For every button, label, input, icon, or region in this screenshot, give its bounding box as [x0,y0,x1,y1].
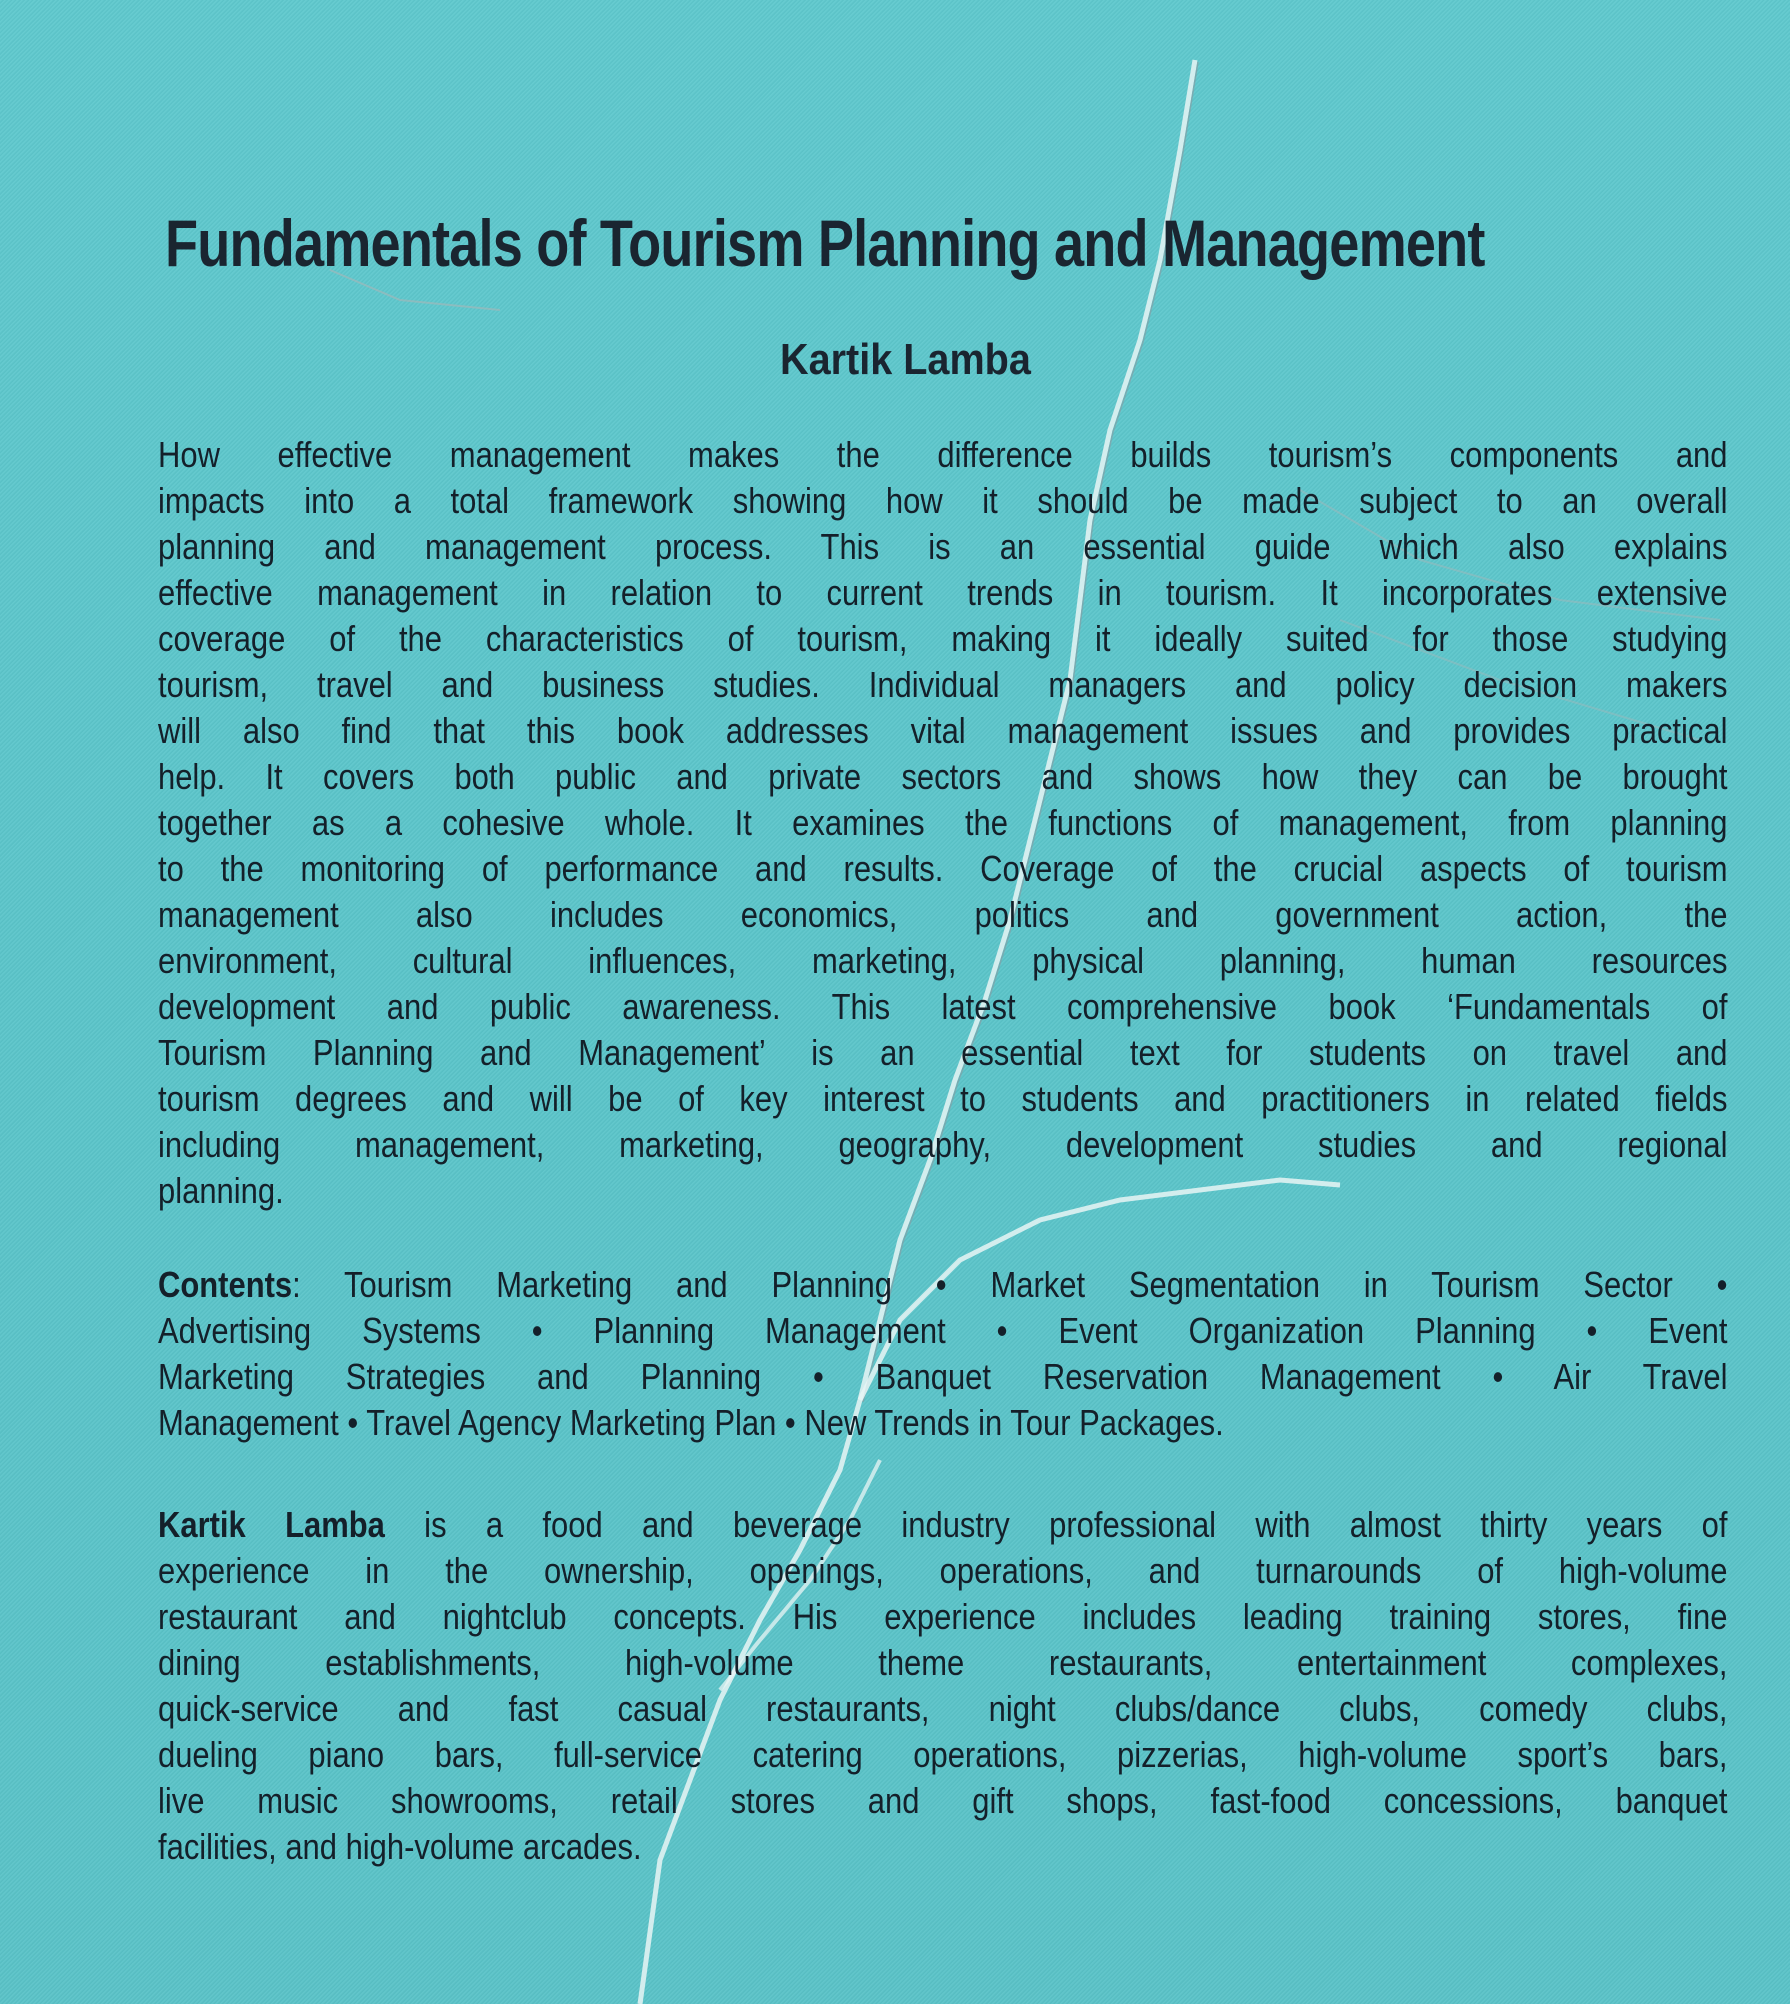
bio-text: is a food and beverage industry professional with almost thirty years of [384,1504,1728,1545]
book-title: Fundamentals of Tourism Planning and Management [165,206,1485,280]
bio-line: dining establishments, high-volume theme restaurants, entertainment complexes, [158,1642,1728,1683]
description-line: development and public awareness. This latest comprehensive book ‘Fundamentals of [158,986,1728,1027]
bio-line: dueling piano bars, full-service catering operations, pizzerias, high-volume sport’s bars, [158,1734,1728,1775]
book-author: Kartik Lamba [780,335,1031,384]
author-bio [158,1502,1728,1870]
description-line: to the monitoring of performance and results. Coverage of the crucial aspects of tourism [158,848,1728,889]
book-contents [158,1262,1728,1446]
description-line: Tourism Planning and Management’ is an essential text for students on travel and [158,1032,1728,1073]
description-line: How effective management makes the difference builds tourism’s components and [158,434,1728,475]
description-line: planning. [158,1170,284,1211]
description-line: environment, cultural influences, marketing, physical planning, human resources [158,940,1728,981]
bio-line: experience in the ownership, openings, operations, and turnarounds of high-volume [158,1550,1728,1591]
description-line: planning and management process. This is an essential guide which also explains [158,526,1728,567]
contents-text: : Tourism Marketing and Planning • Market Segmentation in Tourism Sector • [292,1264,1728,1305]
bio-line: facilities, and high-volume arcades. [158,1826,642,1867]
bio-line [158,1502,1728,1548]
description-line: impacts into a total framework showing how it should be made subject to an overall [158,480,1728,521]
description-line: help. It covers both public and private sectors and shows how they can be brought [158,756,1728,797]
bio-line: restaurant and nightclub concepts. His experience includes leading training stores, fine [158,1596,1728,1637]
contents-line: Management • Travel Agency Marketing Plan • New Trends in Tour Packages. [158,1402,1224,1443]
contents-line: Advertising Systems • Planning Management • Event Organization Planning • Event [158,1310,1728,1351]
description-line: effective management in relation to current trends in tourism. It incorporates extensive [158,572,1728,613]
description-line: including management, marketing, geography, development studies and regional [158,1124,1728,1165]
description-line: tourism, travel and business studies. Individual managers and policy decision makers [158,664,1728,705]
book-description [158,432,1728,1214]
description-line: coverage of the characteristics of tourism, making it ideally suited for those studying [158,618,1728,659]
description-line: together as a cohesive whole. It examines the functions of management, from planning [158,802,1728,843]
bio-line: quick-service and fast casual restaurants, night clubs/dance clubs, comedy clubs, [158,1688,1728,1729]
contents-line [158,1262,1728,1308]
contents-line: Marketing Strategies and Planning • Banquet Reservation Management • Air Travel [158,1356,1728,1397]
description-line: will also find that this book addresses vital management issues and provides practical [158,710,1728,751]
contents-label: Contents [158,1264,293,1305]
description-line: management also includes economics, politics and government action, the [158,894,1728,935]
description-line: tourism degrees and will be of key interest to students and practitioners in related fields [158,1078,1728,1119]
bio-line: live music showrooms, retail stores and gift shops, fast-food concessions, banquet [158,1780,1728,1821]
bio-author-name: Kartik Lamba [158,1504,385,1545]
